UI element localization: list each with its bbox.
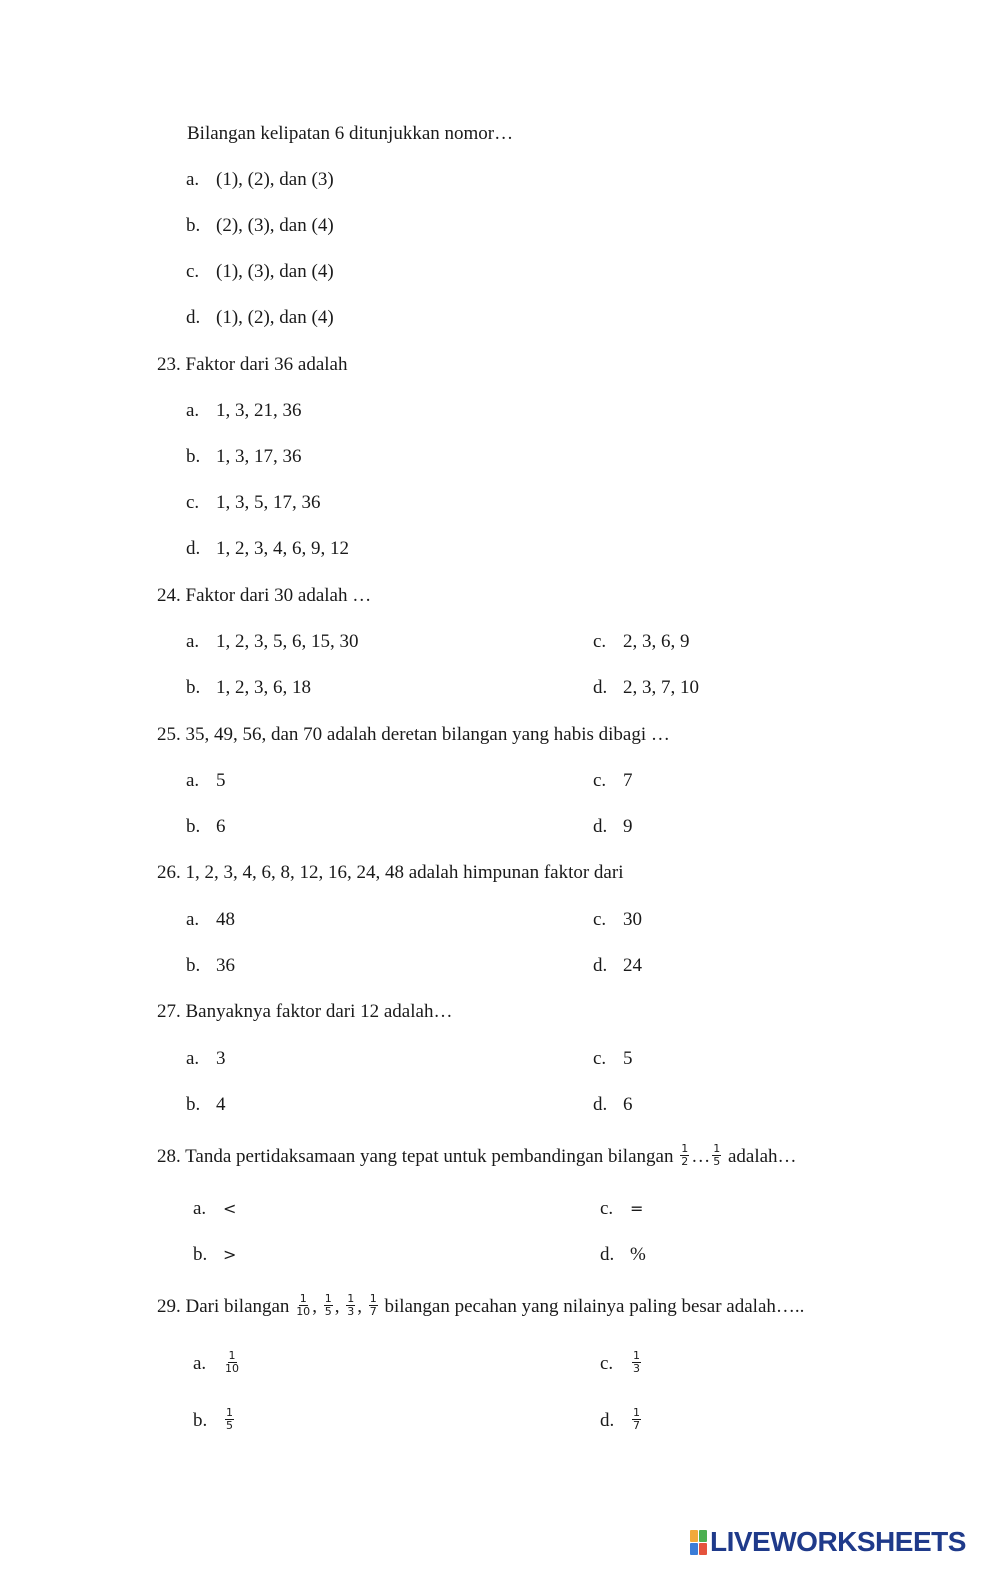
option-text: 7 — [623, 770, 633, 791]
option-text: 9 — [623, 816, 633, 837]
fraction-numerator: 1 — [633, 1349, 640, 1363]
option-29-a[interactable] — [193, 1349, 241, 1377]
option-text: (1), (2), dan (3) — [216, 169, 334, 190]
option-text: 1, 3, 21, 36 — [216, 400, 302, 421]
fraction-numerator: 1 — [347, 1292, 355, 1306]
option-28-d[interactable] — [600, 1243, 646, 1267]
fraction — [324, 1293, 333, 1318]
option-24-c[interactable] — [593, 630, 690, 654]
option-letter: d. — [593, 955, 608, 976]
option-letter: b. — [186, 446, 201, 467]
option-28-c[interactable] — [600, 1197, 643, 1221]
option-29-c[interactable] — [600, 1349, 643, 1377]
logo-square — [699, 1530, 707, 1542]
option-letter: a. — [186, 400, 200, 421]
option-text: < — [223, 1199, 237, 1218]
question-29-lead: 29. Dari bilangan — [157, 1296, 290, 1317]
question-29-tail: bilangan pecahan yang nilainya paling besar adalah….. — [384, 1296, 805, 1317]
option-letter: b. — [193, 1410, 208, 1431]
option-26-b[interactable] — [186, 954, 235, 978]
option-text: 1, 3, 5, 17, 36 — [216, 492, 321, 513]
option-25-a[interactable] — [186, 769, 226, 793]
option-29-b[interactable] — [193, 1406, 236, 1434]
option-letter: c. — [593, 770, 607, 791]
option-27-c[interactable] — [593, 1047, 633, 1071]
option-23-d[interactable] — [186, 537, 349, 561]
fraction — [712, 1143, 721, 1168]
option-23-a[interactable] — [186, 399, 302, 423]
fraction-numerator: 1 — [681, 1142, 689, 1156]
fraction-numerator: 1 — [226, 1406, 233, 1420]
option-text: 1, 3, 17, 36 — [216, 446, 302, 467]
option-letter: c. — [186, 261, 200, 282]
option-letter: a. — [193, 1198, 207, 1219]
question-25-text: 25. 35, 49, 56, dan 70 adalah deretan bilangan yang habis dibagi … — [157, 724, 670, 745]
fraction — [632, 1407, 641, 1432]
fraction-denominator: 3 — [347, 1305, 355, 1319]
option-23-b[interactable] — [186, 445, 302, 469]
option-28-b[interactable] — [193, 1243, 236, 1267]
option-intro-b[interactable] — [186, 214, 334, 238]
option-letter: a. — [186, 1048, 200, 1069]
fraction — [225, 1350, 239, 1375]
option-27-d[interactable] — [593, 1093, 633, 1117]
option-letter: d. — [593, 677, 608, 698]
logo-square — [690, 1530, 698, 1542]
separator: , — [357, 1296, 362, 1317]
option-text: 2, 3, 7, 10 — [623, 677, 699, 698]
option-text: 5 — [216, 770, 226, 791]
option-27-b[interactable] — [186, 1093, 226, 1117]
fraction-denominator: 5 — [713, 1155, 721, 1169]
question-27-text: 27. Banyaknya faktor dari 12 adalah… — [157, 1001, 453, 1022]
option-25-c[interactable] — [593, 769, 633, 793]
question-intro-text: Bilangan kelipatan 6 ditunjukkan nomor… — [187, 123, 514, 144]
option-letter: c. — [593, 1048, 607, 1069]
option-text: 1, 2, 3, 5, 6, 15, 30 — [216, 631, 359, 652]
question-24-text: 24. Faktor dari 30 adalah … — [157, 585, 372, 606]
option-text: (1), (2), dan (4) — [216, 307, 334, 328]
option-text: 30 — [623, 909, 642, 930]
separator: , — [312, 1296, 317, 1317]
fraction-denominator: 7 — [633, 1419, 640, 1433]
fraction-numerator: 1 — [324, 1292, 332, 1306]
fraction-numerator: 1 — [633, 1406, 640, 1420]
option-text: > — [223, 1245, 237, 1264]
option-letter: b. — [193, 1244, 208, 1265]
option-letter: b. — [186, 816, 201, 837]
logo-square — [690, 1543, 698, 1555]
option-letter: c. — [600, 1198, 614, 1219]
option-letter: b. — [186, 1094, 201, 1115]
option-text: 24 — [623, 955, 642, 976]
option-25-b[interactable] — [186, 815, 226, 839]
option-26-d[interactable] — [593, 954, 642, 978]
option-text: 3 — [216, 1048, 226, 1069]
fraction — [632, 1350, 641, 1375]
option-text: (1), (3), dan (4) — [216, 261, 334, 282]
option-letter: b. — [186, 677, 201, 698]
fraction-denominator: 5 — [324, 1305, 332, 1319]
option-letter: a. — [186, 909, 200, 930]
option-text: % — [630, 1244, 646, 1265]
fraction-denominator: 5 — [226, 1419, 233, 1433]
option-25-d[interactable] — [593, 815, 633, 839]
liveworksheets-logo — [690, 1527, 966, 1557]
fraction-numerator: 1 — [713, 1142, 721, 1156]
option-letter: c. — [593, 909, 607, 930]
option-letter: b. — [186, 955, 201, 976]
fraction — [680, 1143, 689, 1168]
fraction-denominator: 3 — [633, 1362, 640, 1376]
question-29-text — [157, 1292, 805, 1320]
logo-square — [699, 1543, 707, 1555]
fraction — [296, 1293, 310, 1318]
question-28-text — [157, 1142, 797, 1170]
fraction — [346, 1293, 355, 1318]
ellipsis: … — [691, 1146, 711, 1167]
option-letter: d. — [593, 816, 608, 837]
separator: , — [334, 1296, 340, 1317]
option-24-b[interactable] — [186, 676, 311, 700]
option-letter: a. — [186, 770, 200, 791]
question-28-lead: 28. Tanda pertidaksamaan yang tepat untuk pembandingan bilangan — [157, 1146, 674, 1167]
option-intro-c[interactable] — [186, 260, 334, 284]
option-intro-a[interactable] — [186, 168, 334, 192]
fraction — [225, 1407, 234, 1432]
option-27-a[interactable] — [186, 1047, 226, 1071]
option-text: 6 — [216, 816, 226, 837]
option-letter: b. — [186, 215, 201, 236]
option-text: 1, 2, 3, 6, 18 — [216, 677, 311, 698]
option-28-a[interactable] — [193, 1197, 236, 1221]
question-26-text: 26. 1, 2, 3, 4, 6, 8, 12, 16, 24, 48 adalah himpunan faktor dari — [157, 862, 624, 883]
option-23-c[interactable] — [186, 491, 321, 515]
option-text: 5 — [623, 1048, 633, 1069]
fraction — [369, 1293, 378, 1318]
logo-mark-icon — [690, 1530, 707, 1555]
option-letter: d. — [186, 307, 201, 328]
option-letter: c. — [600, 1353, 614, 1374]
question-28-tail: adalah… — [727, 1146, 797, 1167]
option-text: 36 — [216, 955, 235, 976]
option-letter: a. — [186, 631, 200, 652]
option-letter: a. — [193, 1353, 207, 1374]
fraction-numerator: 1 — [228, 1349, 236, 1363]
option-letter: d. — [600, 1244, 615, 1265]
option-text: 2, 3, 6, 9 — [623, 631, 690, 652]
option-text: 1, 2, 3, 4, 6, 9, 12 — [216, 538, 349, 559]
option-text: 4 — [216, 1094, 226, 1115]
option-letter: d. — [593, 1094, 608, 1115]
option-intro-d[interactable] — [186, 306, 334, 330]
option-letter: d. — [186, 538, 201, 559]
fraction-numerator: 1 — [299, 1292, 307, 1306]
option-letter: c. — [186, 492, 200, 513]
option-text: (2), (3), dan (4) — [216, 215, 334, 236]
option-letter: d. — [600, 1410, 615, 1431]
option-letter: a. — [186, 169, 200, 190]
fraction-denominator: 2 — [681, 1155, 689, 1169]
option-text: 6 — [623, 1094, 633, 1115]
fraction-denominator: 10 — [225, 1362, 239, 1376]
fraction-denominator: 10 — [296, 1305, 311, 1319]
question-23-text: 23. Faktor dari 36 adalah — [157, 354, 348, 375]
fraction-denominator: 7 — [369, 1305, 377, 1319]
option-letter: c. — [593, 631, 607, 652]
fraction-numerator: 1 — [369, 1292, 377, 1306]
option-24-a[interactable] — [186, 630, 359, 654]
option-text: = — [630, 1199, 644, 1218]
option-text: 48 — [216, 909, 235, 930]
option-26-c[interactable] — [593, 908, 642, 932]
logo-text: LIVEWORKSHEETS — [710, 1526, 966, 1557]
option-26-a[interactable] — [186, 908, 235, 932]
option-29-d[interactable] — [600, 1406, 643, 1434]
option-24-d[interactable] — [593, 676, 699, 700]
